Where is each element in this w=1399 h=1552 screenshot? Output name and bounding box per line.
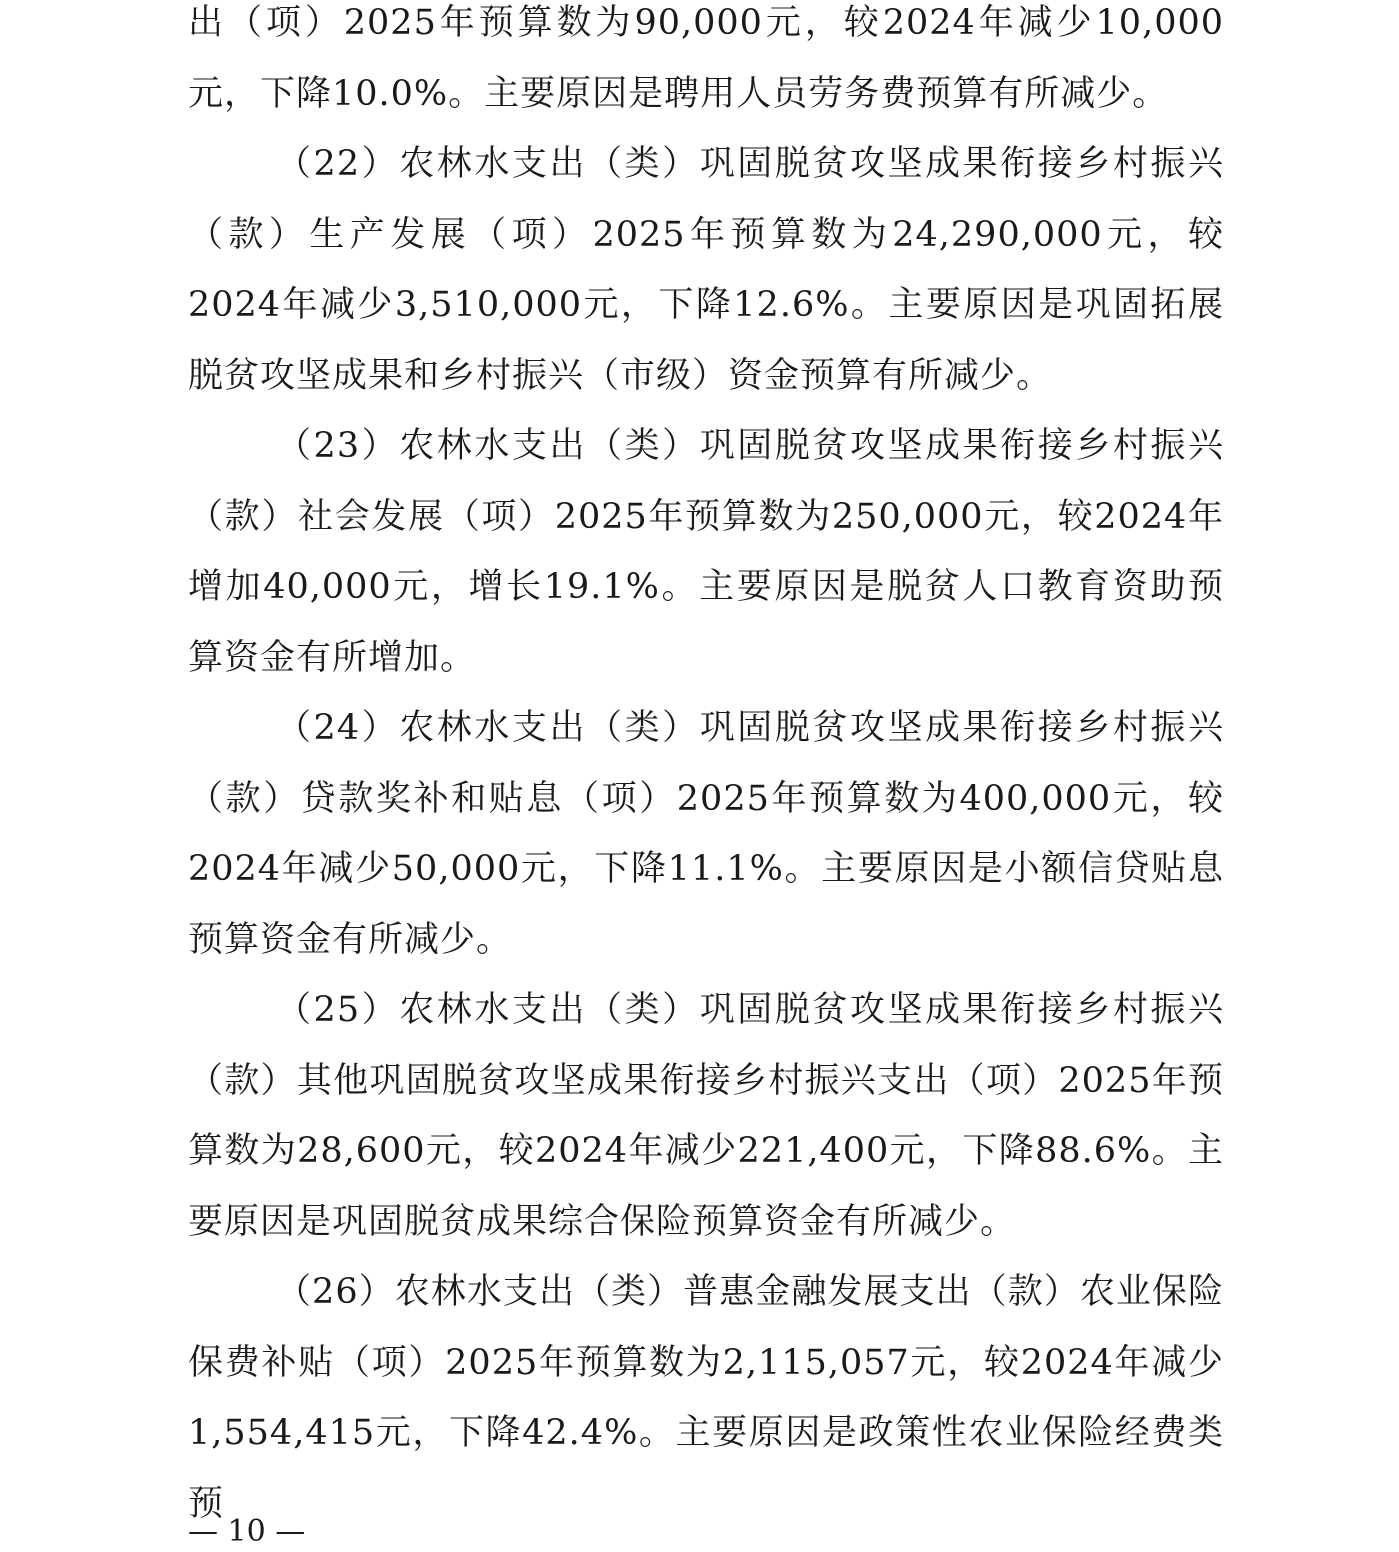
paragraph-item-24: （24）农林水支出（类）巩固脱贫攻坚成果衔接乡村振兴（款）贷款奖补和贴息（项）2025年预算数为400,000元，较2024年减少50,000元，下降11.1%。主要原因是小额信贷贴息预算资金有所减少。 (188, 708, 1224, 960)
paragraph-continuation: 出（项）2025年预算数为90,000元，较2024年减少10,000元，下降10.0%。主要原因是聘用人员劳务费预算有所减少。 (188, 3, 1224, 114)
document-body (188, 0, 1224, 1539)
paragraph-item-23: （23）农林水支出（类）巩固脱贫攻坚成果衔接乡村振兴（款）社会发展（项）2025年预算数为250,000元，较2024年增加40,000元，增长19.1%。主要原因是脱贫人口教育资助预算资金有所增加。 (188, 426, 1224, 678)
paragraph-item-25: （25）农林水支出（类）巩固脱贫攻坚成果衔接乡村振兴（款）其他巩固脱贫攻坚成果衔接乡村振兴支出（项）2025年预算数为28,600元，较2024年减少221,400元，下降88.6%。主要原因是巩固脱贫成果综合保险预算资金有所减少。 (188, 990, 1224, 1242)
page-number: — 10 — (188, 1514, 306, 1549)
paragraph-item-26: （26）农林水支出（类）普惠金融发展支出（款）农业保险保费补贴（项）2025年预算数为2,115,057元，较2024年减少1,554,415元，下降42.4%。主要原因是政策性农业保险经费类预 (188, 1272, 1224, 1524)
paragraph-item-22: （22）农林水支出（类）巩固脱贫攻坚成果衔接乡村振兴（款）生产发展（项）2025年预算数为24,290,000元，较2024年减少3,510,000元，下降12.6%。主要原因是巩固拓展脱贫攻坚成果和乡村振兴（市级）资金预算有所减少。 (188, 144, 1224, 396)
